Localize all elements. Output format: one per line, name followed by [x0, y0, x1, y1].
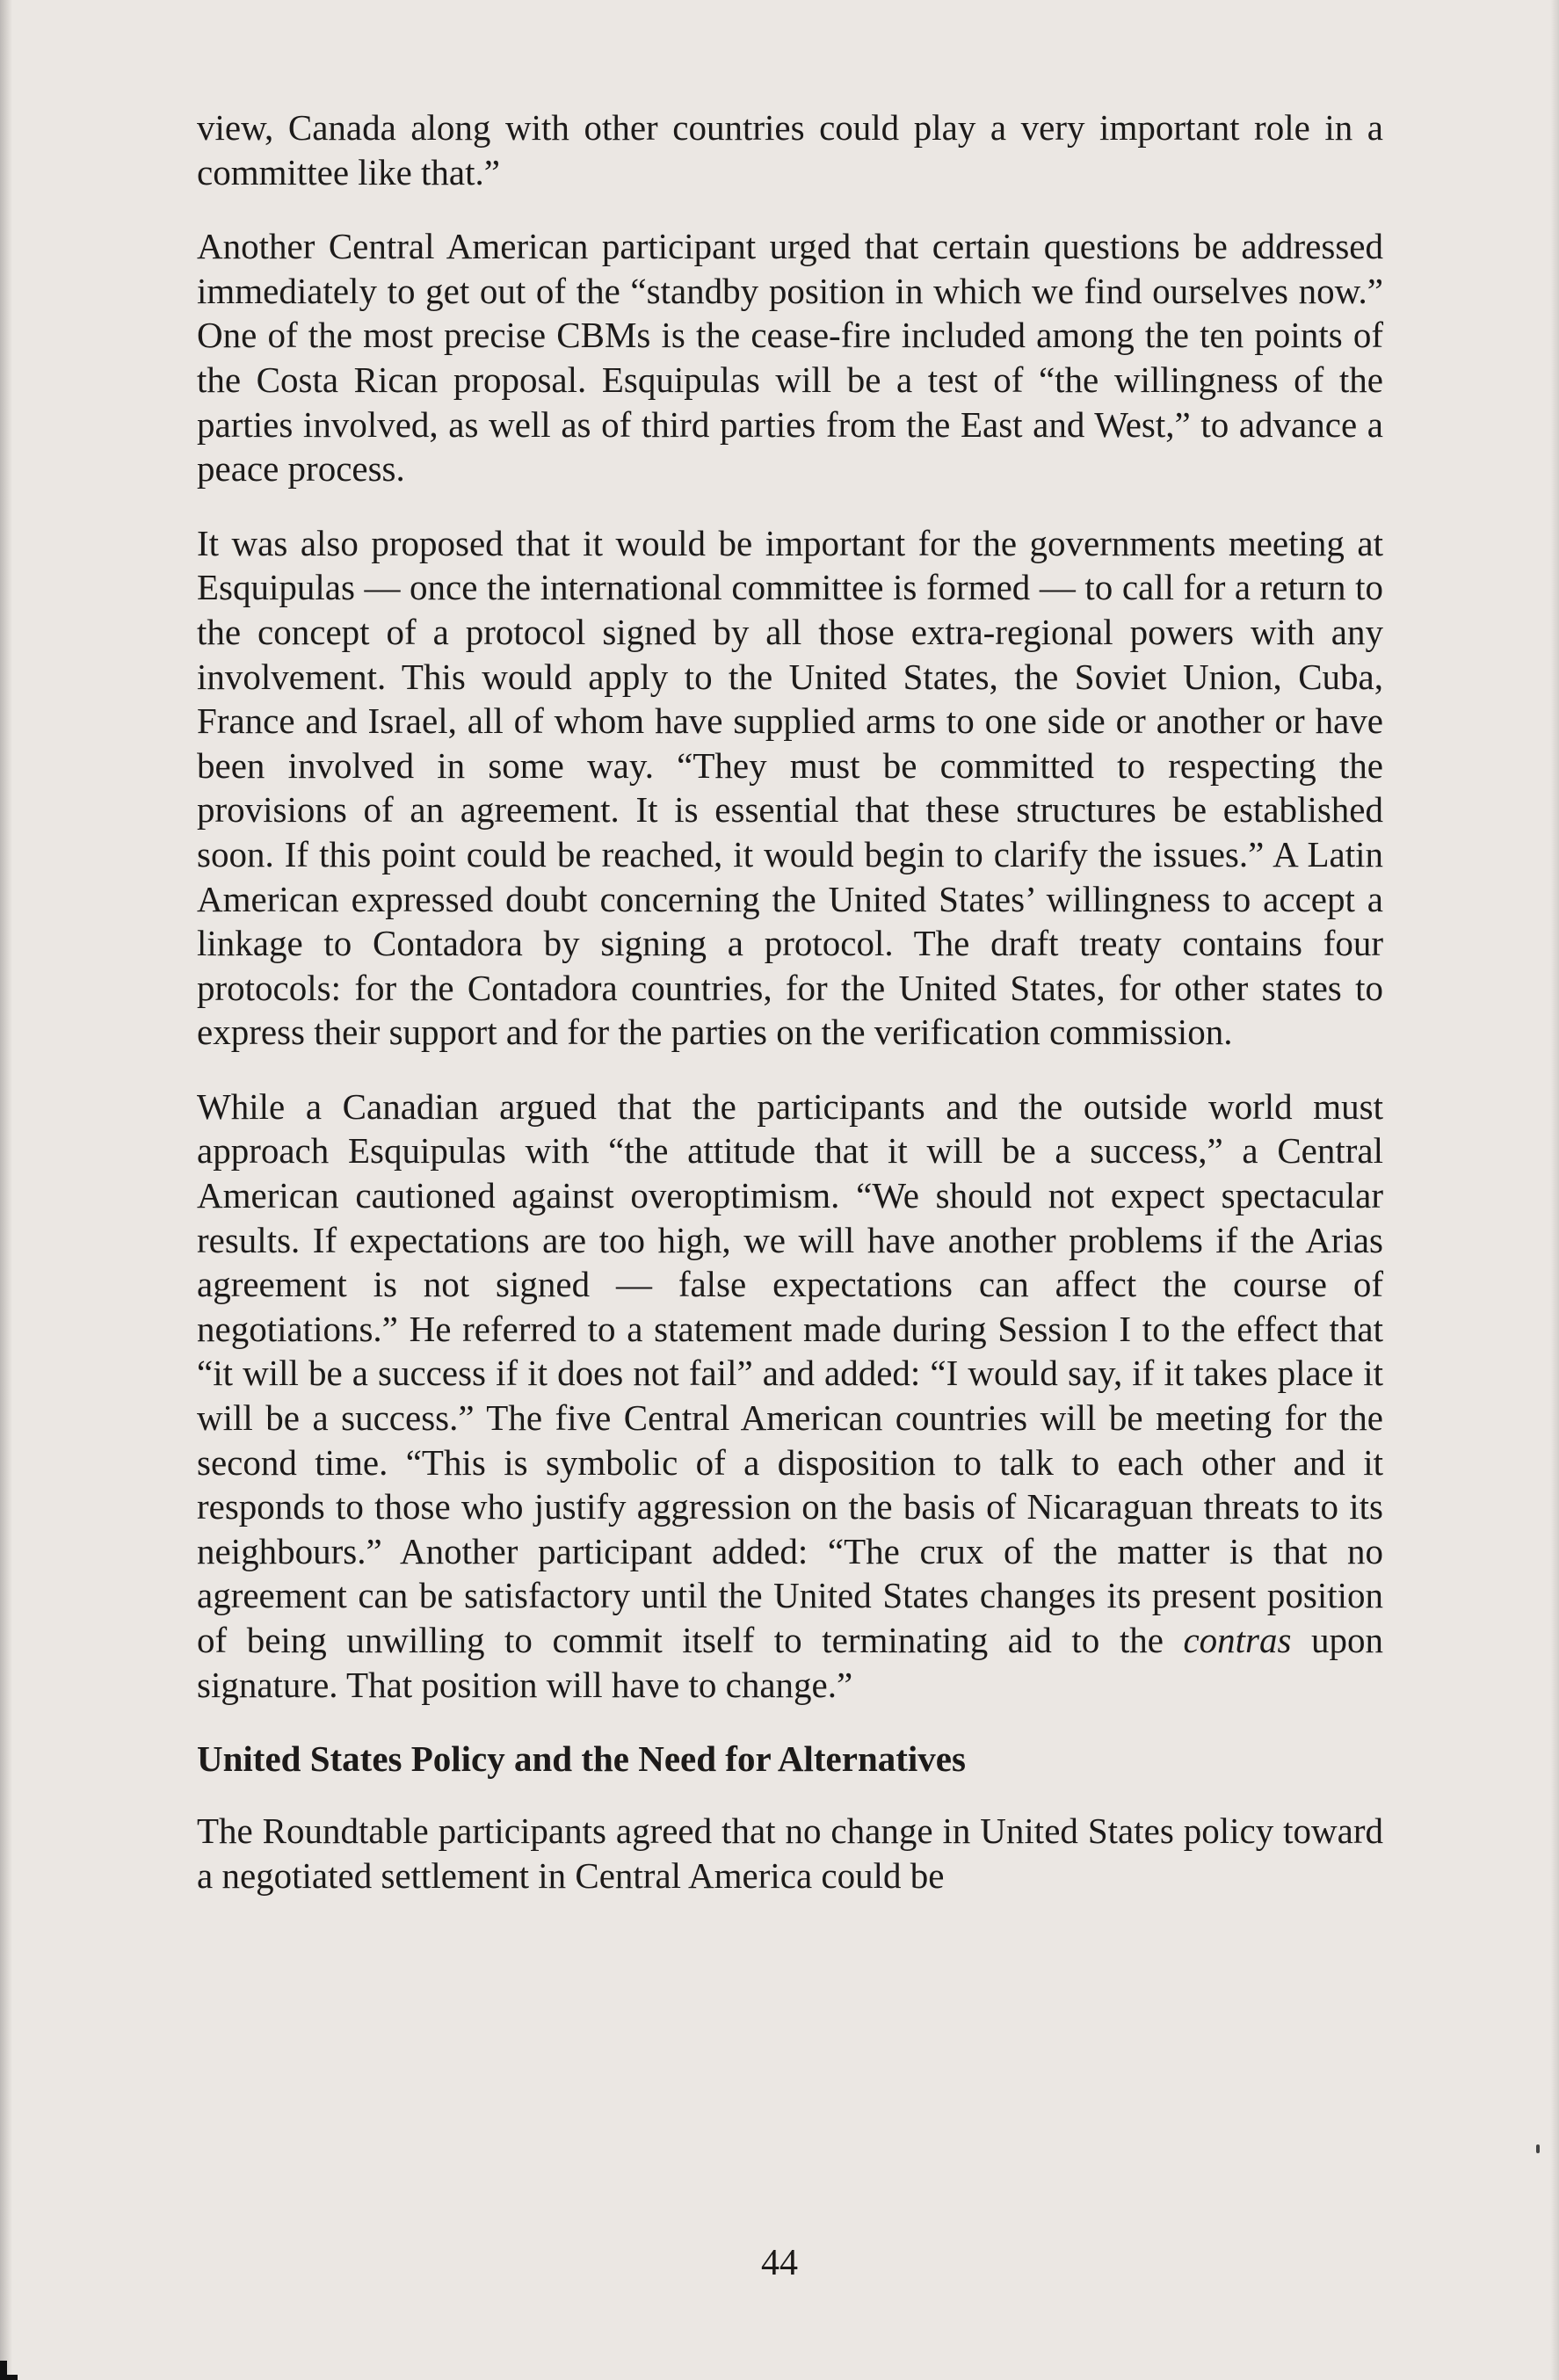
document-body	[197, 105, 1383, 1927]
paragraph-3	[197, 521, 1383, 1055]
paragraph-4-text-end: upon signature. That position will have to change.”	[197, 1620, 1384, 1705]
paragraph-3-text: It was also proposed that it would be important for the governments meeting at Esquipulas — once the international committee is formed — to call for a return to the concept of a protocol signed by all those extra-regional powers with any involvement. This would apply to the United States, the Soviet Union, Cuba, France and Israel, all of whom have supplied arms to one side or another or have been involved in some way. “They must be committed to respecting the provisions of an agreement. It is essential that these structures be established soon. If this point could be reached, it would begin to clarify the issues.” A Latin American expressed doubt concerning the United States’ willingness to accept a linkage to Contadora by signing a protocol. The draft treaty contains four protocols: for the Contadora countries, for the United States, for other states to express their support and for the parties on the verification commission.	[197, 522, 1383, 1053]
paragraph-2-text: Another Central American participant urged that certain questions be addressed immediately to get out of the “standby position in which we find ourselves now.” One of the most precise CBMs is the cease-fire included among the ten points of the Costa Rican proposal. Esquipulas will be a test of “the willingness of the parties involved, as well as of third parties from the East and West,” to advance a peace process.	[197, 226, 1383, 490]
paragraph-1-text: view, Canada along with other countries could play a very important role in a committee like that.”	[197, 107, 1383, 192]
paragraph-2	[197, 224, 1383, 491]
page-right-edge	[1550, 0, 1559, 2380]
paragraph-5	[197, 1809, 1383, 1897]
scan-corner-mark-horizontal	[0, 2375, 18, 2380]
paragraph-4-text: While a Canadian argued that the participants and the outside world must approach Esquipulas with “the attitude that it will be a success,” a Central American cautioned against overoptimism. “We should not expect spectacular results. If expectations are too high, we will have another problems if the Arias agreement is not signed — false expectations can affect the course of negotiations.” He referred to a statement made during Session I to the effect that “it will be a success if it does not fail” and added: “I would say, if it takes place it will be a success.” The five Central American countries will be meeting for the second time. “This is symbolic of a disposition to talk to each other and it responds to those who justify aggression on the basis of Nicaraguan threats to its neighbours.” Another participant added: “The crux of the matter is that no agreement can be satisfactory until the United States changes its present position of being unwilling to commit itself to terminating aid to the	[197, 1085, 1383, 1660]
paragraph-5-text: The Roundtable participants agreed that no change in United States policy toward a negotiated settlement in Central America could be	[197, 1810, 1383, 1896]
paragraph-4-italic-term: contras	[1183, 1620, 1292, 1660]
scan-speck	[1536, 2144, 1540, 2153]
page-binding-edge	[0, 0, 12, 2380]
section-heading: United States Policy and the Need for Alternatives	[197, 1738, 966, 1780]
paragraph-4	[197, 1085, 1383, 1707]
page-number: 44	[761, 2243, 798, 2283]
paragraph-1	[197, 105, 1383, 194]
